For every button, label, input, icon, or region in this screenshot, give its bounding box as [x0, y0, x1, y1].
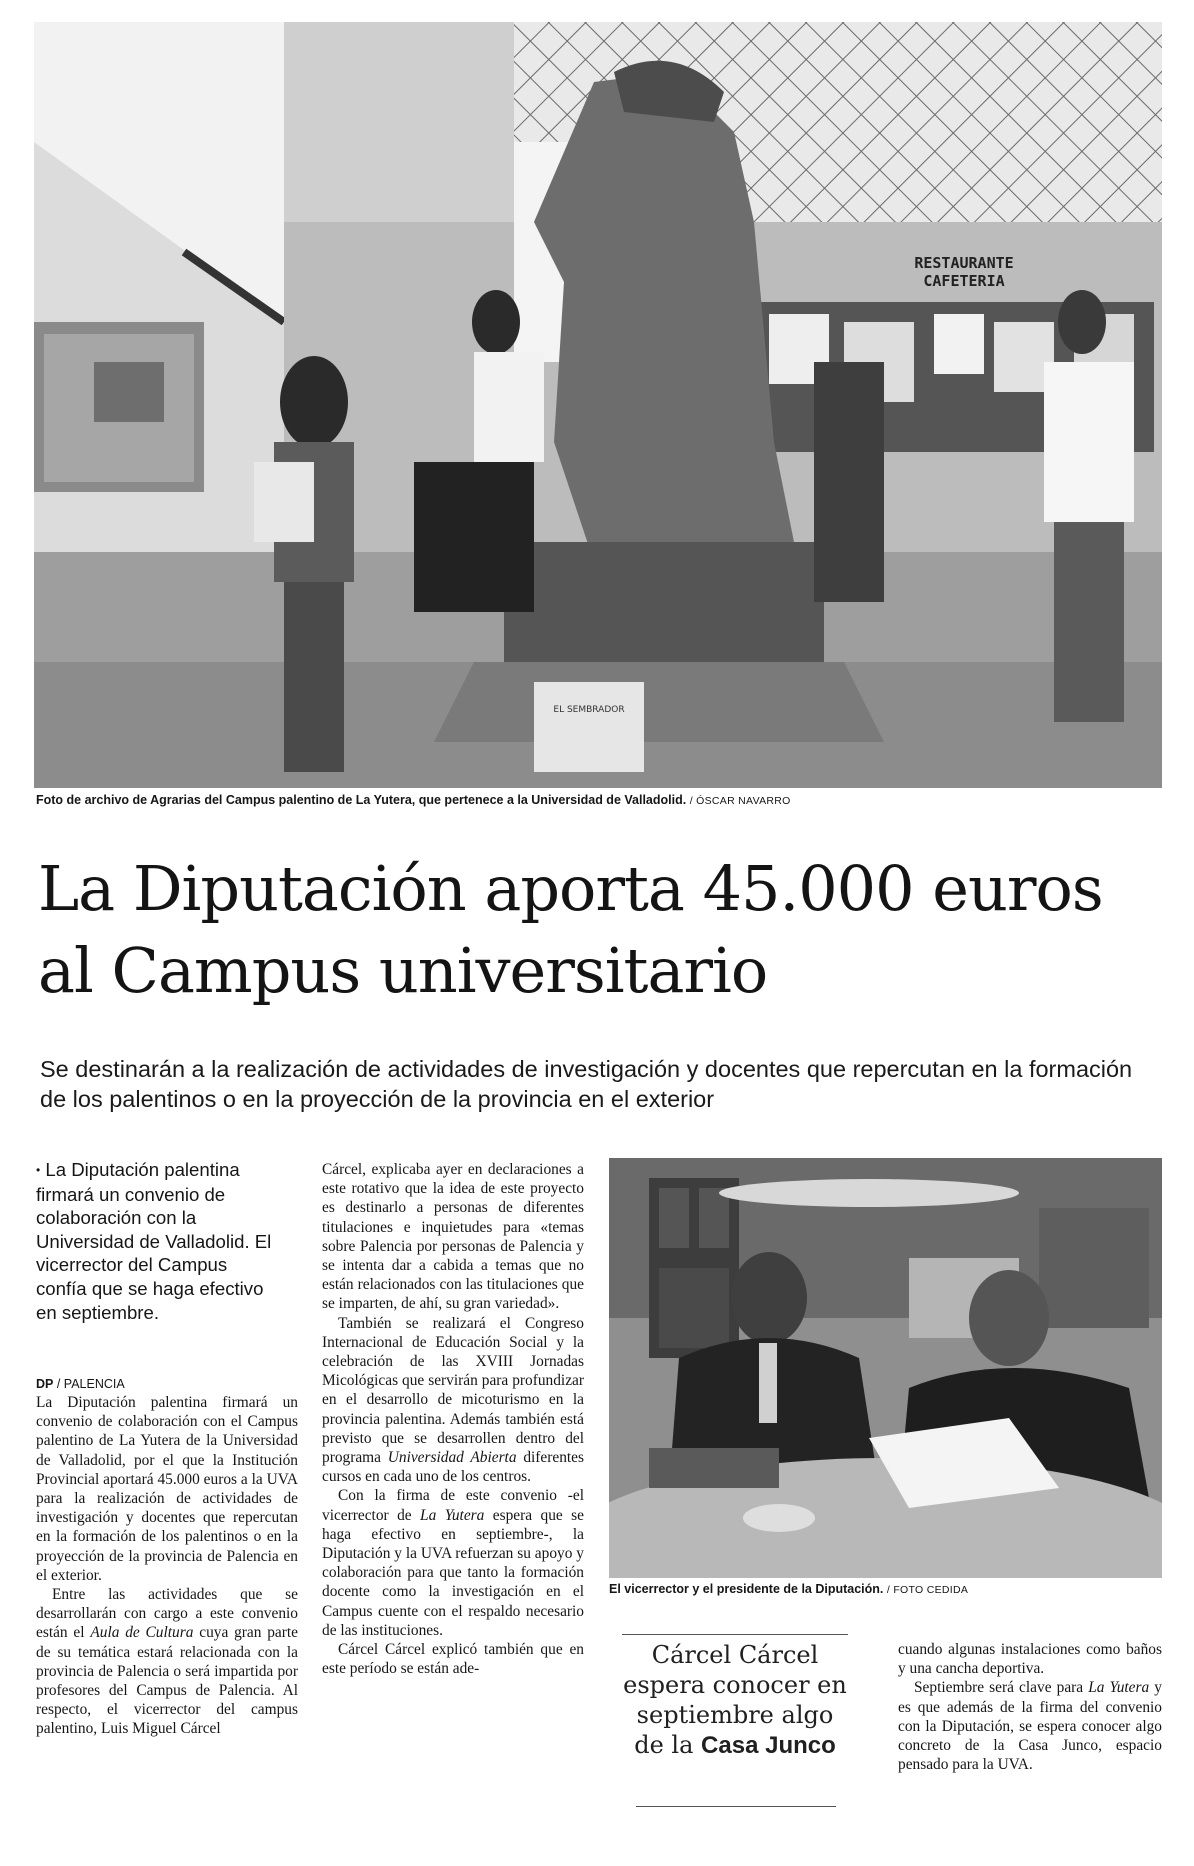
- subhead: Se destinarán a la realización de actividades de investigación y docentes que repercutan en la formación de los palentinos o en la proyección de la provincia en el exterior: [40, 1056, 1133, 1112]
- col2-p2-a: También se realizará el Congreso Internacional de Educación Social y la celebración de las XVIII Jornadas Micológicas que servirán para profundizar en el desarrollo de micoturismo en la provincia palentina. Además también está previsto que se desarrollen dentro del programa: [322, 1314, 584, 1467]
- byline: [36, 1376, 125, 1392]
- pullquote-rule-top: [622, 1634, 848, 1635]
- col2-paragraph-2: [322, 1314, 584, 1487]
- top-photo-caption-text: Foto de archivo de Agrarias del Campus palentino de La Yutera, que pertenece a la Universidad de Valladolid.: [36, 793, 687, 807]
- col4-p2-b: y es que además de la firma del convenio con la Diputación, se espera conocer algo concreto de la Casa Junco, espacio pensado para la UVA.: [898, 1679, 1162, 1774]
- statue-plaque: EL SEMBRADOR: [553, 705, 625, 715]
- col1-p2-b: cuya gran parte de su temática estará relacionada con la provincia de Palencia o será impartida por profesores del Campus de Palencia. Al respecto, el vicerrector del campus palentino, Luis Miguel Cárcel: [36, 1624, 298, 1738]
- body-column-2: [322, 1160, 584, 1678]
- lead-paragraph: [36, 1158, 282, 1324]
- pullquote-bold: Casa Junco: [701, 1732, 836, 1759]
- byline-place: / PALENCIA: [56, 1377, 125, 1391]
- col2-paragraph-1: Cárcel, explicaba ayer en declaraciones a este rotativo que la idea de este proyecto es destinarlo a personas de diferentes titulaciones e inquietudes para «temas sobre Palencia por personas de Palencia y se intenta dar a cabida a temas que no están relacionados con las titulaciones que se imparten, de ahí, su gran variedad».: [322, 1161, 584, 1313]
- pullquote-rule-bottom: [636, 1806, 836, 1807]
- col2-p2-em: Universidad Abierta: [387, 1449, 517, 1467]
- col1-p2-a: Entre las actividades que se desarrollarán con cargo a este convenio están el: [36, 1586, 298, 1642]
- col4-p2-em: La Yutera: [1088, 1679, 1150, 1697]
- pullquote: [620, 1640, 850, 1761]
- lead-text: La Diputación palentina firmará un convenio de colaboración con la Universidad de Valladolid. El vicerrector del Campus confía que se haga efectivo en septiembre.: [36, 1159, 272, 1323]
- col2-paragraph-3: [322, 1486, 584, 1640]
- pullquote-text: Cárcel Cárcel espera conocer en septiembre algo de la: [623, 1641, 847, 1759]
- body-column-4: [898, 1640, 1162, 1774]
- second-photo-caption: [609, 1581, 968, 1598]
- col4-paragraph-1: cuando algunas instalaciones como baños y una cancha deportiva.: [898, 1641, 1162, 1678]
- col2-p3-b: espera que se haga efectivo en septiembre-, la Diputación y la UVA refuerzan su apoyo y colaboración para que tanto la formación docente como la investigación en el Campus cuente con el respaldo necesario de las instituciones.: [322, 1506, 584, 1639]
- top-photo-credit: / ÓSCAR NAVARRO: [689, 795, 791, 807]
- lead-bullet: •: [36, 1163, 41, 1177]
- restaurant-sign-line1: RESTAURANTE: [914, 254, 1014, 272]
- top-photo-caption: [36, 792, 791, 809]
- second-photo-credit: / FOTO CEDIDA: [886, 1584, 969, 1596]
- col1-paragraph-1: La Diputación palentina firmará un convenio de colaboración con el Campus palentino de La Yutera de la Universidad de Valladolid, por el que la Institución Provincial aportará 45.000 euros a la UVA para la realización de actividades de investigación y docentes que repercutan en la formación de los palentinos o en la proyección de la provincia de Palencia en el exterior.: [36, 1394, 298, 1584]
- meeting-image: [609, 1158, 1162, 1578]
- body-column-1: [36, 1393, 298, 1739]
- statue-hall-image: [34, 22, 1162, 788]
- second-photo-caption-text: El vicerrector y el presidente de la Diputación.: [609, 1582, 884, 1596]
- headline: La Diputación aporta 45.000 euros al Campus universitario: [38, 852, 1103, 1007]
- col2-paragraph-4: Cárcel Cárcel explicó también que en este período se están ade-: [322, 1641, 584, 1678]
- col2-p3-a: Con la firma de este convenio -el vicerrector de: [322, 1487, 584, 1524]
- col1-p2-em: Aula de Cultura: [90, 1624, 194, 1642]
- restaurant-sign-line2: CAFETERIA: [923, 272, 1005, 290]
- byline-agency: DP: [36, 1377, 54, 1391]
- col1-paragraph-2: [36, 1585, 298, 1739]
- col4-p2-a: Septiembre será clave para: [914, 1679, 1089, 1697]
- col2-p3-em: La Yutera: [420, 1506, 485, 1524]
- col2-p2-b: diferentes cursos en cada uno de los centros.: [322, 1449, 584, 1486]
- second-photo: [609, 1158, 1162, 1578]
- top-photo: [34, 22, 1162, 788]
- col4-paragraph-2: [898, 1678, 1162, 1774]
